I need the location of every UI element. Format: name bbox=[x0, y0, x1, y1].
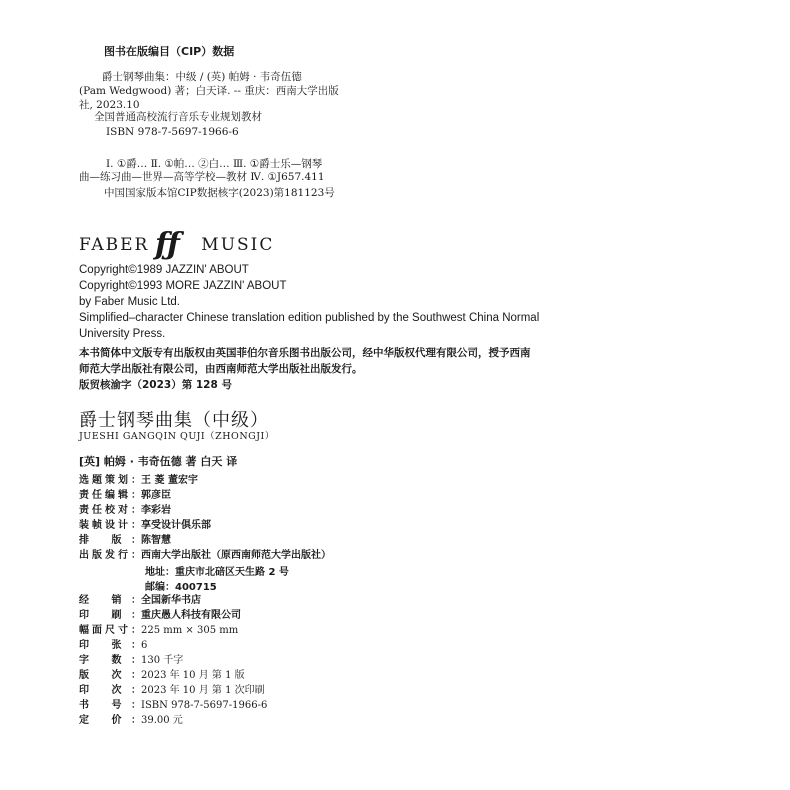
copyright-registration: 版贸核渝字（2023）第 128 号 bbox=[79, 379, 232, 391]
credit-value: 陈智慧 bbox=[141, 535, 171, 546]
spec-label: 字 数： bbox=[79, 655, 141, 666]
spec-row bbox=[79, 683, 265, 698]
spec-row bbox=[79, 713, 183, 728]
spec-value: 全国新华书店 bbox=[141, 595, 201, 606]
spec-value: ISBN 978-7-5697-1966-6 bbox=[141, 700, 268, 711]
credit-label: 选题策划： bbox=[79, 475, 141, 486]
rights-notice: 师范大学出版社有限公司，由西南师范大学出版社出版发行。 bbox=[79, 363, 363, 375]
spec-row bbox=[79, 653, 183, 668]
rights-notice: 本书简体中文版专有出版权由英国菲伯尔音乐图书出版公司，经中华版权代理有限公司，授予西南 bbox=[79, 347, 531, 359]
spec-label: 定 价： bbox=[79, 715, 141, 726]
credit-value: 享受设计俱乐部 bbox=[141, 520, 211, 531]
logo-word-music: MUSIC bbox=[201, 235, 275, 255]
credit-label: 装帧设计： bbox=[79, 520, 141, 531]
spec-value: 重庆愚人科技有限公司 bbox=[141, 610, 241, 621]
spec-value: 2023 年 10 月 第 1 版 bbox=[141, 670, 245, 681]
spec-row bbox=[79, 608, 241, 623]
credit-value: 李彩岩 bbox=[141, 505, 171, 516]
logo-word-faber: FABER bbox=[79, 235, 150, 255]
svg-text:ƒƒ: ƒƒ bbox=[155, 227, 181, 262]
cip-classification: Ⅰ. ①爵… Ⅱ. ①帕… ②白… Ⅲ. ①爵士乐—钢琴 bbox=[106, 158, 323, 170]
spec-row bbox=[79, 638, 147, 653]
book-title-pinyin: JUESHI GANGQIN QUJI（ZHONGJI） bbox=[79, 431, 275, 442]
copyright-line: by Faber Music Ltd. bbox=[79, 296, 180, 308]
spec-label: 印 刷： bbox=[79, 610, 141, 621]
spec-row bbox=[79, 698, 267, 713]
credit-row bbox=[79, 473, 198, 488]
cip-line: 社, 2023.10 bbox=[79, 99, 140, 111]
publisher-address: 地址：重庆市北碚区天生路 2 号 bbox=[145, 567, 289, 578]
faber-music-logo bbox=[79, 228, 274, 262]
spec-label: 印 次： bbox=[79, 685, 141, 696]
cip-number: 中国国家版本馆CIP数据核字(2023)第181123号 bbox=[104, 187, 335, 199]
copyright-line: Copyright©1989 JAZZIN' ABOUT bbox=[79, 264, 249, 276]
authors: [英] 帕姆 · 韦奇伍德 著 白天 译 bbox=[79, 455, 238, 468]
translation-notice: Simplified–character Chinese translation edition published by the Southwest China Normal bbox=[79, 312, 540, 324]
credit-value: 王 菱 董宏宇 bbox=[141, 475, 198, 486]
cip-line: (Pam Wedgwood) 著；白天译. -- 重庆：西南大学出版 bbox=[79, 85, 339, 97]
spec-label: 经 销： bbox=[79, 595, 141, 606]
spec-row bbox=[79, 623, 238, 638]
spec-value: 130 千字 bbox=[141, 655, 184, 666]
spec-row bbox=[79, 593, 201, 608]
spec-label: 书 号： bbox=[79, 700, 141, 711]
credit-label: 责任编辑： bbox=[79, 490, 141, 501]
credit-row bbox=[79, 533, 171, 548]
credit-row bbox=[79, 503, 171, 518]
credit-value: 西南大学出版社（原西南师范大学出版社） bbox=[141, 550, 331, 561]
publisher-postcode: 邮编：400715 bbox=[145, 582, 217, 593]
spec-value: 2023 年 10 月 第 1 次印刷 bbox=[141, 685, 265, 696]
spec-value: 39.00 元 bbox=[141, 715, 183, 726]
spec-label: 版 次： bbox=[79, 670, 141, 681]
cip-title: 图书在版编目（CIP）数据 bbox=[104, 45, 235, 58]
cip-line: 全国普通高校流行音乐专业规划教材 bbox=[94, 111, 262, 123]
credit-label: 责任校对： bbox=[79, 505, 141, 516]
book-title: 爵士钢琴曲集（中级） bbox=[79, 410, 269, 431]
credit-row bbox=[79, 488, 171, 503]
cip-line: 爵士钢琴曲集：中级 / (英) 帕姆 · 韦奇伍德 bbox=[102, 71, 302, 83]
credit-row bbox=[79, 548, 331, 563]
translation-notice: University Press. bbox=[79, 328, 166, 340]
copyright-line: Copyright©1993 MORE JAZZIN' ABOUT bbox=[79, 280, 287, 292]
cip-isbn: ISBN 978-7-5697-1966-6 bbox=[106, 126, 239, 138]
cip-classification: 曲—练习曲—世界—高等学校—教材 Ⅳ. ①J657.411 bbox=[79, 171, 325, 183]
credit-row bbox=[79, 518, 211, 533]
spec-row bbox=[79, 668, 245, 683]
spec-value: 6 bbox=[141, 640, 148, 651]
spec-value: 225 mm × 305 mm bbox=[141, 625, 239, 636]
credit-label: 排 版： bbox=[79, 535, 141, 546]
credit-value: 郭彦臣 bbox=[141, 490, 171, 501]
ff-logo-icon bbox=[153, 227, 197, 263]
credit-label: 出版发行： bbox=[79, 550, 141, 561]
spec-label: 印 张： bbox=[79, 640, 141, 651]
spec-label: 幅面尺寸： bbox=[79, 625, 141, 636]
